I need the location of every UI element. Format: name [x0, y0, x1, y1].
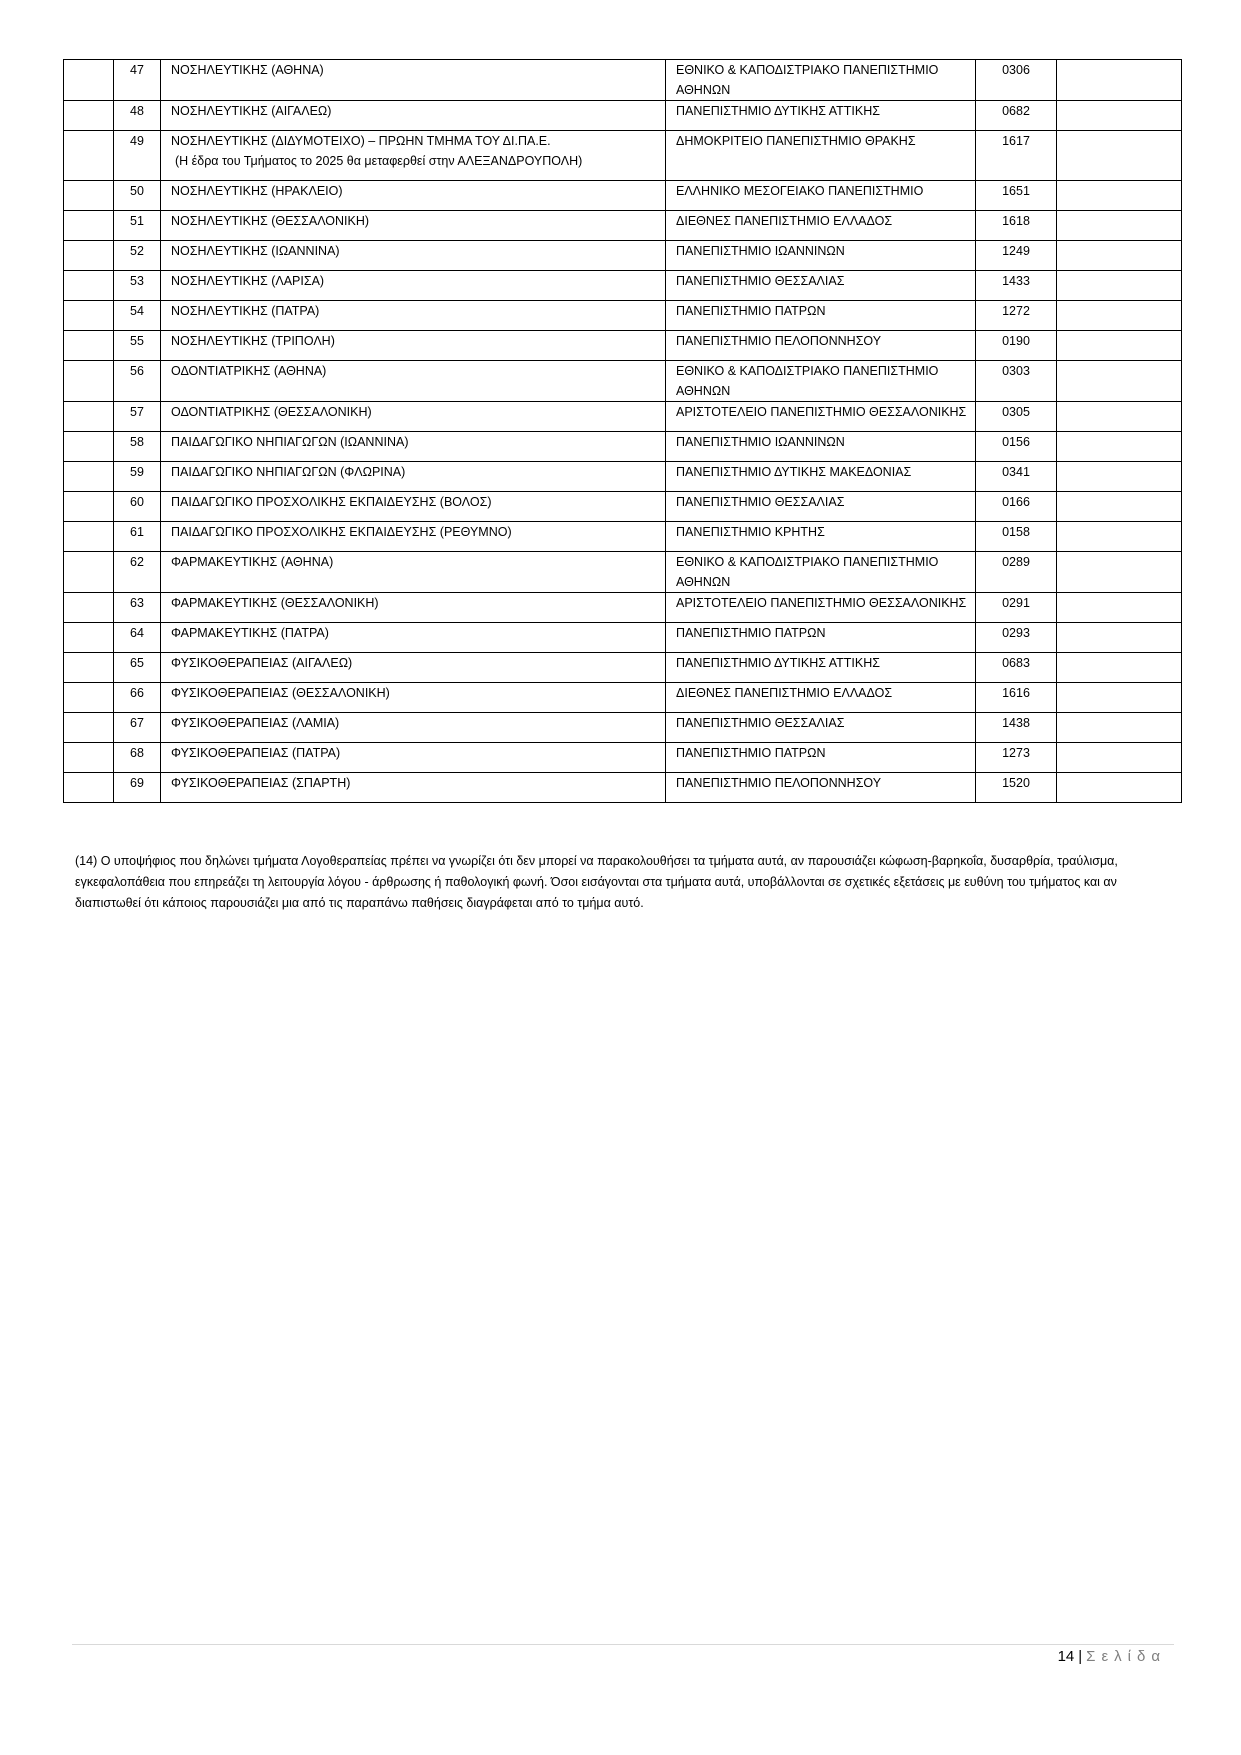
department-code-cell	[976, 492, 1057, 522]
table-row	[64, 211, 1182, 241]
department-cell	[161, 331, 666, 361]
page-number: 14	[1057, 1648, 1075, 1665]
department-code-cell	[976, 683, 1057, 713]
blank-cell	[64, 402, 114, 432]
blank-cell	[64, 623, 114, 653]
row-number: 53	[130, 274, 144, 288]
row-number: 58	[130, 435, 144, 449]
table-row	[64, 713, 1182, 743]
row-number: 57	[130, 405, 144, 419]
department-code: 1616	[1002, 686, 1030, 700]
department-code: 0166	[1002, 495, 1030, 509]
department-code: 1273	[1002, 746, 1030, 760]
departments-table	[63, 59, 1182, 803]
footer-divider	[72, 1644, 1174, 1645]
university-cell	[666, 623, 976, 653]
row-number: 56	[130, 364, 144, 378]
department-code: 0341	[1002, 465, 1030, 479]
row-number: 64	[130, 626, 144, 640]
blank-cell	[64, 593, 114, 623]
blank-cell	[1057, 361, 1182, 402]
department-code: 0305	[1002, 405, 1030, 419]
blank-cell	[64, 331, 114, 361]
row-number-cell	[114, 271, 161, 301]
department-cell	[161, 623, 666, 653]
department-code-cell	[976, 361, 1057, 402]
row-number-cell	[114, 181, 161, 211]
university-cell	[666, 211, 976, 241]
department-name: ΦΑΡΜΑΚΕΥΤΙΚΗΣ (ΑΘΗΝΑ)	[171, 555, 334, 569]
department-cell	[161, 552, 666, 593]
department-code: 0303	[1002, 364, 1030, 378]
university-cell	[666, 181, 976, 211]
table-row	[64, 743, 1182, 773]
department-code-cell	[976, 462, 1057, 492]
blank-cell	[1057, 683, 1182, 713]
university-cell	[666, 301, 976, 331]
department-cell	[161, 60, 666, 101]
row-number-cell	[114, 131, 161, 181]
table-row	[64, 301, 1182, 331]
row-number: 63	[130, 596, 144, 610]
blank-cell	[1057, 713, 1182, 743]
blank-cell	[1057, 60, 1182, 101]
blank-cell	[64, 713, 114, 743]
blank-cell	[1057, 522, 1182, 552]
department-code-cell	[976, 522, 1057, 552]
department-code-cell	[976, 432, 1057, 462]
department-code: 1272	[1002, 304, 1030, 318]
table-row	[64, 432, 1182, 462]
blank-cell	[64, 462, 114, 492]
blank-cell	[64, 181, 114, 211]
row-number-cell	[114, 713, 161, 743]
department-code-cell	[976, 301, 1057, 331]
row-number-cell	[114, 743, 161, 773]
department-code: 0306	[1002, 63, 1030, 77]
table-row	[64, 101, 1182, 131]
department-name: ΝΟΣΗΛΕΥΤΙΚΗΣ (ΑΙΓΑΛΕΩ)	[171, 104, 332, 118]
university-name: ΠΑΝΕΠΙΣΤΗΜΙΟ ΔΥΤΙΚΗΣ ΜΑΚΕΔΟΝΙΑΣ	[676, 465, 912, 479]
department-name: ΦΥΣΙΚΟΘΕΡΑΠΕΙΑΣ (ΛΑΜΙΑ)	[171, 716, 340, 730]
row-number: 68	[130, 746, 144, 760]
department-cell	[161, 462, 666, 492]
department-code-cell	[976, 773, 1057, 803]
table-row	[64, 552, 1182, 593]
row-number-cell	[114, 402, 161, 432]
row-number-cell	[114, 593, 161, 623]
university-name: ΔΙΕΘΝΕΣ ΠΑΝΕΠΙΣΤΗΜΙΟ ΕΛΛΑΔΟΣ	[676, 214, 893, 228]
table-row	[64, 593, 1182, 623]
department-code-cell	[976, 101, 1057, 131]
blank-cell	[1057, 462, 1182, 492]
row-number-cell	[114, 331, 161, 361]
university-cell	[666, 60, 976, 101]
row-number-cell	[114, 552, 161, 593]
department-cell	[161, 131, 666, 181]
blank-cell	[64, 101, 114, 131]
row-number: 67	[130, 716, 144, 730]
blank-cell	[64, 743, 114, 773]
table-row	[64, 271, 1182, 301]
department-code: 0156	[1002, 435, 1030, 449]
row-number-cell	[114, 492, 161, 522]
university-name: ΕΘΝΙΚΟ & ΚΑΠΟΔΙΣΤΡΙΑΚΟ ΠΑΝΕΠΙΣΤΗΜΙΟ	[676, 364, 939, 378]
university-name: ΠΑΝΕΠΙΣΤΗΜΙΟ ΙΩΑΝΝΙΝΩΝ	[676, 435, 845, 449]
department-name: ΝΟΣΗΛΕΥΤΙΚΗΣ (ΗΡΑΚΛΕΙΟ)	[171, 184, 343, 198]
department-name: ΦΥΣΙΚΟΘΕΡΑΠΕΙΑΣ (ΘΕΣΣΑΛΟΝΙΚΗ)	[171, 686, 390, 700]
department-cell	[161, 432, 666, 462]
university-name: ΠΑΝΕΠΙΣΤΗΜΙΟ ΘΕΣΣΑΛΙΑΣ	[676, 495, 845, 509]
university-name: ΠΑΝΕΠΙΣΤΗΜΙΟ ΘΕΣΣΑΛΙΑΣ	[676, 274, 845, 288]
blank-cell	[64, 432, 114, 462]
blank-cell	[1057, 101, 1182, 131]
blank-cell	[64, 60, 114, 101]
university-cell	[666, 683, 976, 713]
blank-cell	[1057, 271, 1182, 301]
university-cell	[666, 492, 976, 522]
table-row	[64, 653, 1182, 683]
table-row	[64, 361, 1182, 402]
blank-cell	[1057, 432, 1182, 462]
university-cell	[666, 131, 976, 181]
university-cell	[666, 462, 976, 492]
university-name: ΠΑΝΕΠΙΣΤΗΜΙΟ ΠΑΤΡΩΝ	[676, 746, 826, 760]
table-row	[64, 241, 1182, 271]
row-number: 62	[130, 555, 144, 569]
row-number-cell	[114, 211, 161, 241]
university-name: ΔΗΜΟΚΡΙΤΕΙΟ ΠΑΝΕΠΙΣΤΗΜΙΟ ΘΡΑΚΗΣ	[676, 134, 916, 148]
blank-cell	[64, 131, 114, 181]
table-row	[64, 181, 1182, 211]
university-cell	[666, 653, 976, 683]
university-name: ΠΑΝΕΠΙΣΤΗΜΙΟ ΚΡΗΤΗΣ	[676, 525, 825, 539]
university-name: ΠΑΝΕΠΙΣΤΗΜΙΟ ΘΕΣΣΑΛΙΑΣ	[676, 716, 845, 730]
department-cell	[161, 683, 666, 713]
department-code: 0683	[1002, 656, 1030, 670]
university-name: ΠΑΝΕΠΙΣΤΗΜΙΟ ΠΑΤΡΩΝ	[676, 304, 826, 318]
university-name: ΑΡΙΣΤΟΤΕΛΕΙΟ ΠΑΝΕΠΙΣΤΗΜΙΟ ΘΕΣΣΑΛΟΝΙΚΗΣ	[676, 596, 967, 610]
row-number-cell	[114, 60, 161, 101]
blank-cell	[1057, 653, 1182, 683]
row-number: 55	[130, 334, 144, 348]
department-cell	[161, 773, 666, 803]
university-cell	[666, 593, 976, 623]
department-cell	[161, 301, 666, 331]
row-number-cell	[114, 683, 161, 713]
department-cell	[161, 101, 666, 131]
university-cell	[666, 522, 976, 552]
department-name: ΟΔΟΝΤΙΑΤΡΙΚΗΣ (ΘΕΣΣΑΛΟΝΙΚΗ)	[171, 405, 372, 419]
department-cell	[161, 241, 666, 271]
table-row	[64, 683, 1182, 713]
blank-cell	[64, 211, 114, 241]
table-row	[64, 623, 1182, 653]
department-name: ΟΔΟΝΤΙΑΤΡΙΚΗΣ (ΑΘΗΝΑ)	[171, 364, 327, 378]
department-code-cell	[976, 713, 1057, 743]
blank-cell	[1057, 593, 1182, 623]
blank-cell	[1057, 301, 1182, 331]
department-name: ΠΑΙΔΑΓΩΓΙΚΟ ΝΗΠΙΑΓΩΓΩΝ (ΙΩΑΝΝΙΝΑ)	[171, 435, 409, 449]
department-code: 0291	[1002, 596, 1030, 610]
row-number: 66	[130, 686, 144, 700]
department-cell	[161, 713, 666, 743]
university-cell	[666, 101, 976, 131]
row-number-cell	[114, 101, 161, 131]
department-name: ΝΟΣΗΛΕΥΤΙΚΗΣ (ΑΘΗΝΑ)	[171, 63, 324, 77]
blank-cell	[64, 301, 114, 331]
department-code: 1617	[1002, 134, 1030, 148]
department-name: ΝΟΣΗΛΕΥΤΙΚΗΣ (ΘΕΣΣΑΛΟΝΙΚΗ)	[171, 214, 370, 228]
blank-cell	[1057, 492, 1182, 522]
department-code: 0682	[1002, 104, 1030, 118]
university-name-line2: ΑΘΗΝΩΝ	[676, 83, 731, 97]
department-note: (Η έδρα του Τμήματος το 2025 θα μεταφερθεί στην ΑΛΕΞΑΝΔΡΟΥΠΟΛΗ)	[175, 154, 583, 168]
row-number: 51	[130, 214, 144, 228]
department-code-cell	[976, 60, 1057, 101]
table-row	[64, 331, 1182, 361]
university-cell	[666, 271, 976, 301]
row-number: 52	[130, 244, 144, 258]
university-cell	[666, 552, 976, 593]
blank-cell	[64, 683, 114, 713]
department-cell	[161, 211, 666, 241]
department-code: 1618	[1002, 214, 1030, 228]
university-name-line2: ΑΘΗΝΩΝ	[676, 575, 731, 589]
university-name: ΠΑΝΕΠΙΣΤΗΜΙΟ ΠΑΤΡΩΝ	[676, 626, 826, 640]
footnote: (14) Ο υποψήφιος που δηλώνει τμήματα Λογοθεραπείας πρέπει να γνωρίζει ότι δεν μπορεί να παρακολουθήσει τα τμήματα αυτά, αν παρουσιάζει κώφωση-βαρηκοΐα, δυσαρθρία, τραύλισμα, εγκεφαλοπάθεια που επηρεάζει τη λειτουργία λόγου - άρθρωσης ή παθολογική φωνή. Όσοι εισάγονται στα τμήματα αυτά, υποβάλλονται σε σχετικές εξετάσεις με ευθύνη του τμήματος και αν διαπιστωθεί ότι κάποιος παρουσιάζει μια από τις παραπάνω παθήσεις διαγράφεται από το τμήμα αυτό.	[75, 854, 1118, 910]
blank-cell	[64, 361, 114, 402]
row-number: 50	[130, 184, 144, 198]
department-code-cell	[976, 552, 1057, 593]
row-number-cell	[114, 462, 161, 492]
row-number: 60	[130, 495, 144, 509]
department-cell	[161, 361, 666, 402]
row-number-cell	[114, 241, 161, 271]
department-name: ΝΟΣΗΛΕΥΤΙΚΗΣ (ΙΩΑΝΝΙΝΑ)	[171, 244, 340, 258]
university-name: ΠΑΝΕΠΙΣΤΗΜΙΟ ΠΕΛΟΠΟΝΝΗΣΟΥ	[676, 334, 882, 348]
department-code-cell	[976, 271, 1057, 301]
university-name: ΕΘΝΙΚΟ & ΚΑΠΟΔΙΣΤΡΙΑΚΟ ΠΑΝΕΠΙΣΤΗΜΙΟ	[676, 555, 939, 569]
department-cell	[161, 653, 666, 683]
blank-cell	[64, 492, 114, 522]
table-row	[64, 773, 1182, 803]
university-name: ΠΑΝΕΠΙΣΤΗΜΙΟ ΙΩΑΝΝΙΝΩΝ	[676, 244, 845, 258]
department-code: 0289	[1002, 555, 1030, 569]
department-code-cell	[976, 402, 1057, 432]
department-code: 1651	[1002, 184, 1030, 198]
row-number-cell	[114, 301, 161, 331]
department-name: ΠΑΙΔΑΓΩΓΙΚΟ ΠΡΟΣΧΟΛΙΚΗΣ ΕΚΠΑΙΔΕΥΣΗΣ (ΒΟΛΟΣ)	[171, 495, 492, 509]
department-cell	[161, 492, 666, 522]
table-body	[64, 60, 1182, 803]
department-cell	[161, 181, 666, 211]
department-code: 0190	[1002, 334, 1030, 348]
blank-cell	[64, 552, 114, 593]
department-name: ΠΑΙΔΑΓΩΓΙΚΟ ΠΡΟΣΧΟΛΙΚΗΣ ΕΚΠΑΙΔΕΥΣΗΣ (ΡΕΘΥΜΝΟ)	[171, 525, 512, 539]
department-code-cell	[976, 211, 1057, 241]
table-row	[64, 492, 1182, 522]
university-name-line2: ΑΘΗΝΩΝ	[676, 384, 731, 398]
university-name: ΠΑΝΕΠΙΣΤΗΜΙΟ ΔΥΤΙΚΗΣ ΑΤΤΙΚΗΣ	[676, 104, 880, 118]
table-row	[64, 462, 1182, 492]
row-number: 49	[130, 134, 144, 148]
department-code: 1438	[1002, 716, 1030, 730]
department-cell	[161, 271, 666, 301]
blank-cell	[1057, 331, 1182, 361]
row-number-cell	[114, 432, 161, 462]
university-name: ΠΑΝΕΠΙΣΤΗΜΙΟ ΔΥΤΙΚΗΣ ΑΤΤΙΚΗΣ	[676, 656, 880, 670]
department-code-cell	[976, 241, 1057, 271]
row-number-cell	[114, 773, 161, 803]
university-cell	[666, 331, 976, 361]
university-cell	[666, 432, 976, 462]
department-cell	[161, 402, 666, 432]
row-number: 48	[130, 104, 144, 118]
row-number-cell	[114, 361, 161, 402]
department-code: 1433	[1002, 274, 1030, 288]
university-name: ΑΡΙΣΤΟΤΕΛΕΙΟ ΠΑΝΕΠΙΣΤΗΜΙΟ ΘΕΣΣΑΛΟΝΙΚΗΣ	[676, 405, 967, 419]
department-name: ΦΑΡΜΑΚΕΥΤΙΚΗΣ (ΘΕΣΣΑΛΟΝΙΚΗ)	[171, 596, 379, 610]
table-row	[64, 402, 1182, 432]
department-cell	[161, 593, 666, 623]
department-name: ΠΑΙΔΑΓΩΓΙΚΟ ΝΗΠΙΑΓΩΓΩΝ (ΦΛΩΡΙΝΑ)	[171, 465, 406, 479]
row-number-cell	[114, 623, 161, 653]
department-code-cell	[976, 623, 1057, 653]
university-cell	[666, 241, 976, 271]
university-name: ΠΑΝΕΠΙΣΤΗΜΙΟ ΠΕΛΟΠΟΝΝΗΣΟΥ	[676, 776, 882, 790]
university-cell	[666, 361, 976, 402]
row-number: 59	[130, 465, 144, 479]
blank-cell	[1057, 211, 1182, 241]
department-code-cell	[976, 653, 1057, 683]
blank-cell	[64, 241, 114, 271]
row-number-cell	[114, 522, 161, 552]
university-cell	[666, 402, 976, 432]
row-number-cell	[114, 653, 161, 683]
department-code: 1249	[1002, 244, 1030, 258]
blank-cell	[1057, 743, 1182, 773]
department-name: ΝΟΣΗΛΕΥΤΙΚΗΣ (ΤΡΙΠΟΛΗ)	[171, 334, 335, 348]
department-name: ΝΟΣΗΛΕΥΤΙΚΗΣ (ΛΑΡΙΣΑ)	[171, 274, 325, 288]
university-name: ΕΛΛΗΝΙΚΟ ΜΕΣΟΓΕΙΑΚΟ ΠΑΝΕΠΙΣΤΗΜΙΟ	[676, 184, 924, 198]
row-number: 54	[130, 304, 144, 318]
footer-separator: |	[1078, 1648, 1083, 1665]
page-word: Σελίδα	[1086, 1648, 1166, 1665]
department-name: ΦΥΣΙΚΟΘΕΡΑΠΕΙΑΣ (ΑΙΓΑΛΕΩ)	[171, 656, 353, 670]
blank-cell	[1057, 241, 1182, 271]
table-row	[64, 60, 1182, 101]
blank-cell	[1057, 552, 1182, 593]
department-code-cell	[976, 181, 1057, 211]
department-code: 1520	[1002, 776, 1030, 790]
university-cell	[666, 743, 976, 773]
row-number: 61	[130, 525, 144, 539]
department-name: ΦΥΣΙΚΟΘΕΡΑΠΕΙΑΣ (ΠΑΤΡΑ)	[171, 746, 341, 760]
blank-cell	[1057, 402, 1182, 432]
blank-cell	[64, 653, 114, 683]
page-footer	[1058, 1647, 1166, 1667]
blank-cell	[64, 773, 114, 803]
row-number: 65	[130, 656, 144, 670]
university-cell	[666, 713, 976, 743]
table-row	[64, 522, 1182, 552]
department-code-cell	[976, 593, 1057, 623]
department-name: ΦΥΣΙΚΟΘΕΡΑΠΕΙΑΣ (ΣΠΑΡΤΗ)	[171, 776, 351, 790]
department-code-cell	[976, 131, 1057, 181]
university-name: ΔΙΕΘΝΕΣ ΠΑΝΕΠΙΣΤΗΜΙΟ ΕΛΛΑΔΟΣ	[676, 686, 893, 700]
row-number: 69	[130, 776, 144, 790]
university-name: ΕΘΝΙΚΟ & ΚΑΠΟΔΙΣΤΡΙΑΚΟ ΠΑΝΕΠΙΣΤΗΜΙΟ	[676, 63, 939, 77]
blank-cell	[64, 522, 114, 552]
department-code: 0293	[1002, 626, 1030, 640]
department-code: 0158	[1002, 525, 1030, 539]
department-name: ΝΟΣΗΛΕΥΤΙΚΗΣ (ΠΑΤΡΑ)	[171, 304, 320, 318]
blank-cell	[1057, 131, 1182, 181]
department-code-cell	[976, 743, 1057, 773]
university-cell	[666, 773, 976, 803]
department-name: ΝΟΣΗΛΕΥΤΙΚΗΣ (ΔΙΔΥΜΟΤΕΙΧΟ) – ΠΡΩΗΝ ΤΜΗΜΑ ΤΟΥ ΔΙ.ΠΑ.Ε.	[171, 134, 551, 148]
blank-cell	[64, 271, 114, 301]
department-cell	[161, 522, 666, 552]
department-name: ΦΑΡΜΑΚΕΥΤΙΚΗΣ (ΠΑΤΡΑ)	[171, 626, 329, 640]
department-code-cell	[976, 331, 1057, 361]
row-number: 47	[130, 63, 144, 77]
department-cell	[161, 743, 666, 773]
table-row	[64, 131, 1182, 181]
blank-cell	[1057, 623, 1182, 653]
blank-cell	[1057, 181, 1182, 211]
blank-cell	[1057, 773, 1182, 803]
